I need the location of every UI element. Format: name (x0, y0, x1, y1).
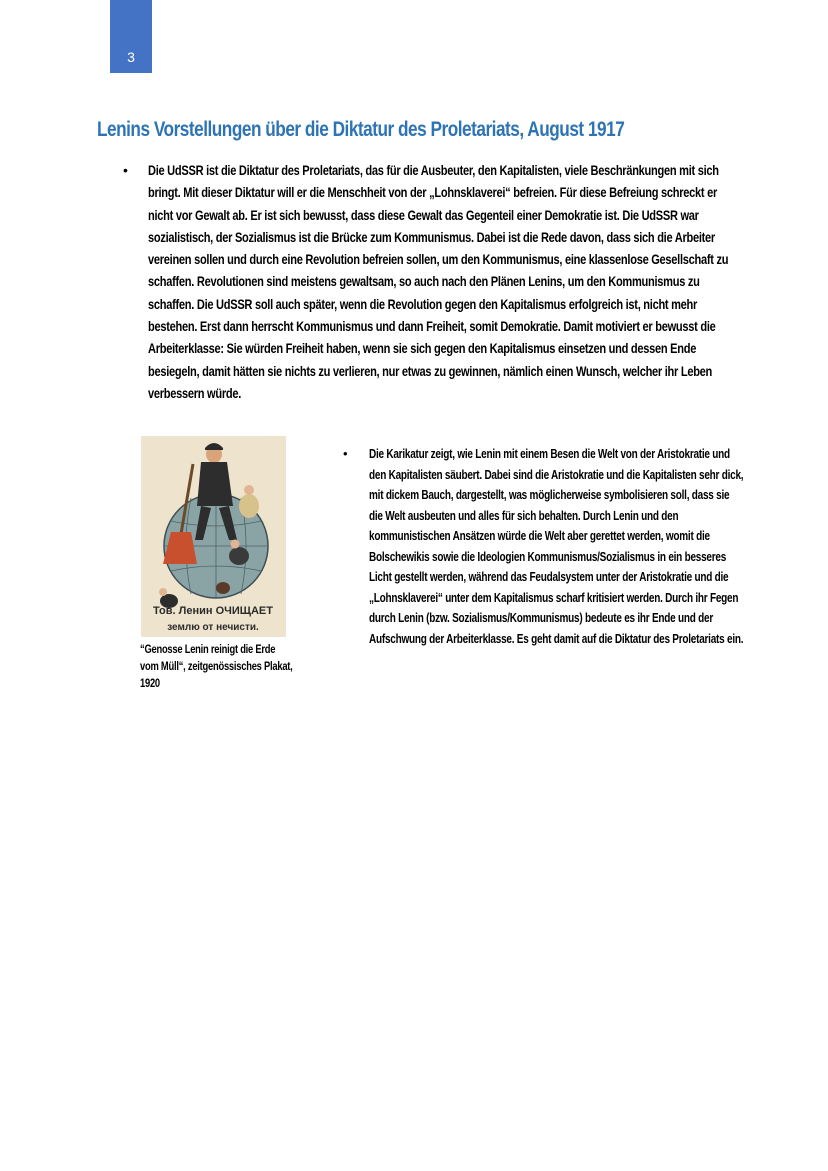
bullet-icon: • (123, 162, 128, 178)
poster-illustration (141, 436, 286, 637)
page-number-tab (110, 0, 152, 73)
list-item (123, 159, 735, 404)
second-bullet-list (343, 444, 743, 649)
main-paragraph: Die UdSSR ist die Diktatur des Proletariats, das für die Ausbeuter, den Kapitalisten, viele Beschränkungen mit sich bringt. Mit dieser Diktatur will er die Menschheit von der „Lohnsklaverei“ befreien. Für diese Befreiung schreckt er nicht vor Gewalt ab. Er ist sich bewusst, dass diese Gewalt das Gegenteil einer Demokratie ist. Die UdSSR war sozialistisch, der Sozialismus ist die Brücke zum Kommunismus. Dabei ist die Rede davon, dass sich die Arbeiter vereinen sollen und durch eine Revolution befreien sollen, um den Kommunismus, eine klassenlose Gesellschaft zu schaffen. Revolutionen sind meistens gewaltsam, so auch nach den Plänen Lenins, um den Kommunismus zu schaffen. Die UdSSR soll auch später, wenn die Revolution gegen den Kapitalismus erfolgreich ist, nicht mehr bestehen. Erst dann herrscht Kommunismus und dann Freiheit, somit Demokratie. Damit motiviert er bewusst die Arbeiterklasse: Sie würden Freiheit haben, wenn sie sich gegen den Kapitalismus einsetzen und dessen Ende besiegeln, damit hätten sie nichts zu verlieren, nur etwas zu gewinnen, nämlich einen Wunsch, welcher ihr Leben verbessern würde. (148, 162, 729, 401)
list-item (343, 444, 743, 649)
poster-image (141, 436, 286, 637)
section-heading: Lenins Vorstellungen über die Diktatur des Proletariats, August 1917 (97, 118, 625, 141)
caricature-paragraph: Die Karikatur zeigt, wie Lenin mit einem Besen die Welt von der Aristokratie und den Kapitalisten säubert. Dabei sind die Aristokratie und die Kapitalisten sehr dick, mit dickem Bauch, dargestellt, was möglicherweise symbolisieren soll, dass sie die Welt ausbeuten und alles für sich behalten. Durch Lenin und den kommunistischen Ansätzen würde die Welt aber gerettet werden, womit die Bolschewikis sowie die Ideologien Kommunismus/Sozialismus in ein besseres Licht gestellt werden, während das Feudalsystem unter der Aristokratie und die „Lohnsklaverei“ unter dem Kapitalismus scharf kritisiert werden. Durch ihr Fegen durch Lenin (bzw. Sozialismus/Kommunismus) bedeute es ihr Ende und der Aufschwung der Arbeiterklasse. Es geht damit auf die Diktatur des Proletariats ein. (369, 447, 744, 646)
bullet-icon: • (343, 446, 348, 461)
page-number: 3 (127, 49, 135, 65)
main-bullet-list (123, 159, 735, 404)
poster-caption: “Genosse Lenin reinigt die Erde vom Müll“, zeitgenössisches Plakat, 1920 (140, 642, 293, 690)
poster-text-line1: Тов. Ленин ОЧИЩАЕТ (153, 605, 273, 617)
poster-text-line2: землю от нечисти. (167, 622, 259, 633)
